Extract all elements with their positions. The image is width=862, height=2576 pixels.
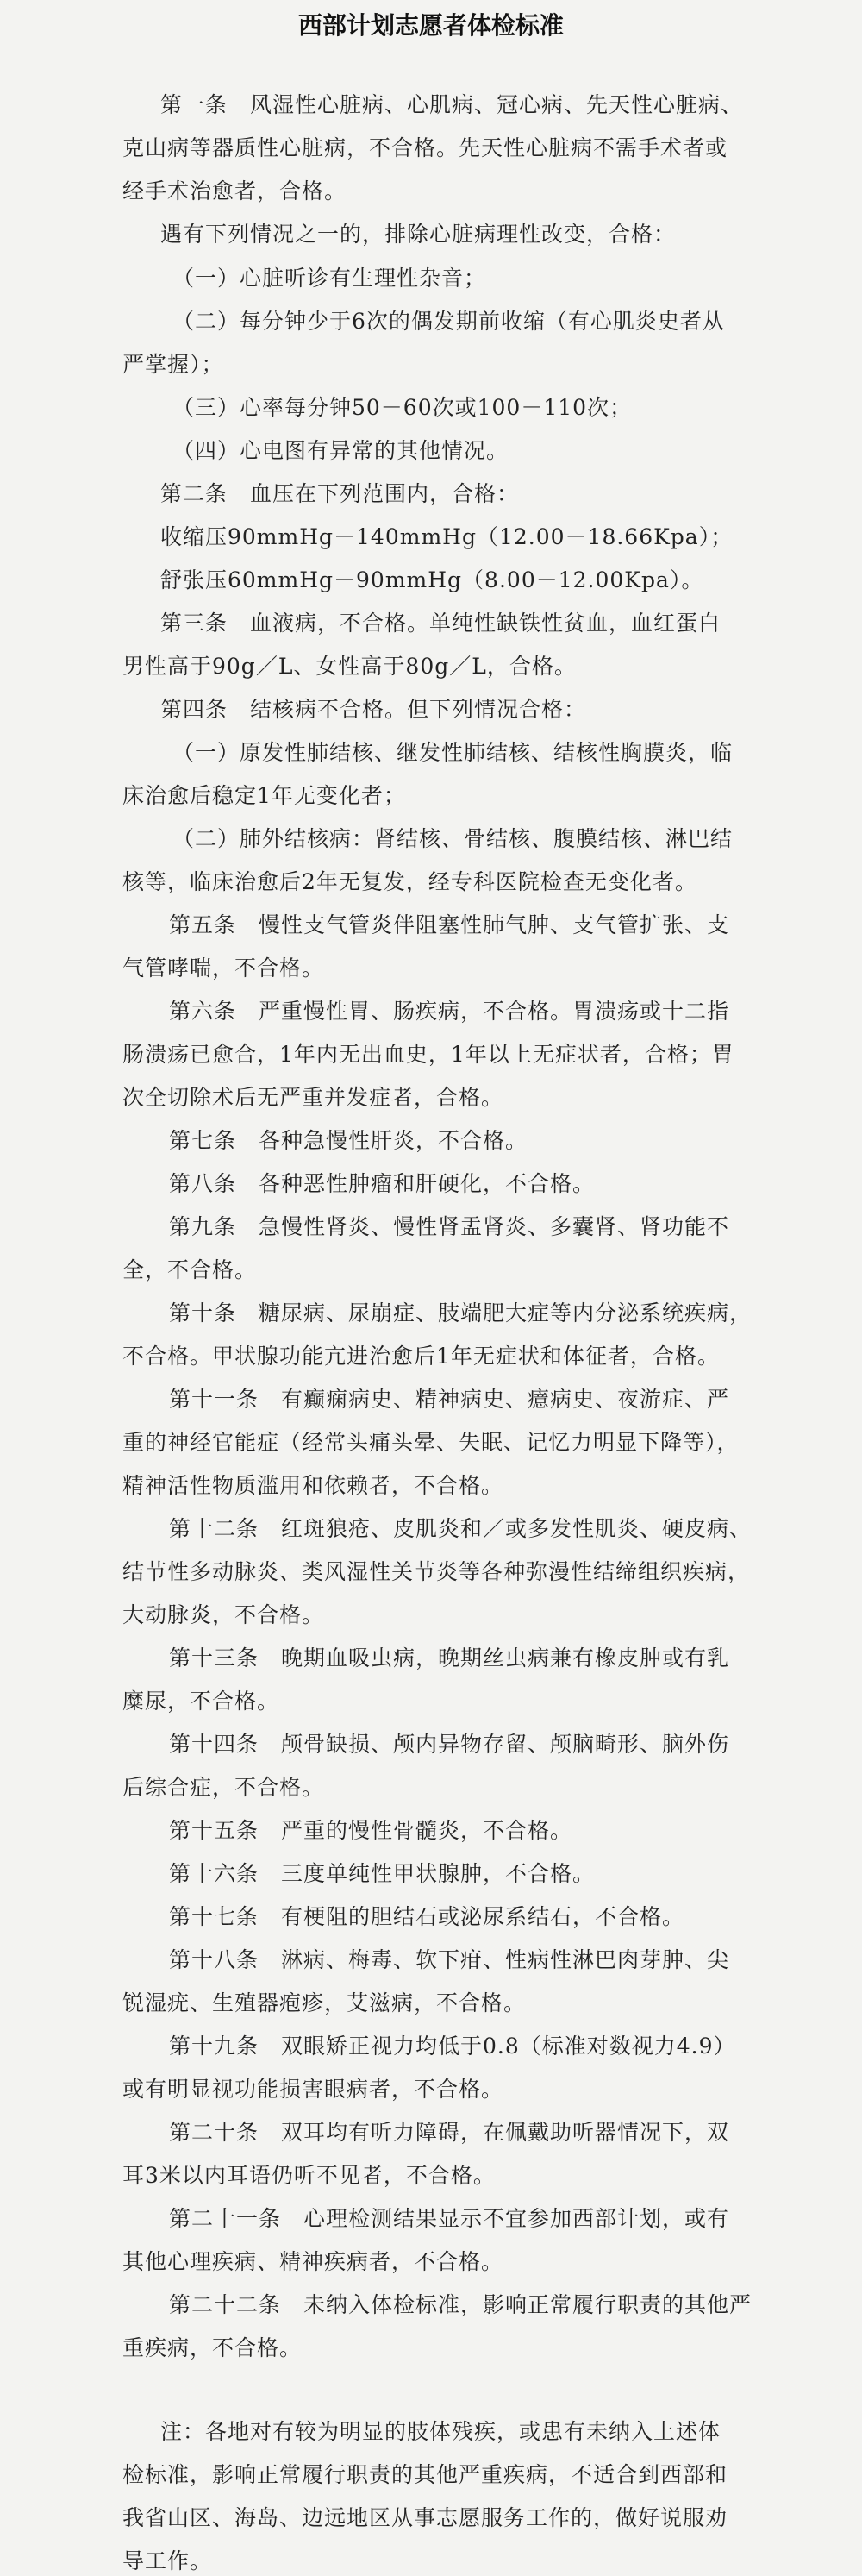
text-line: 第五条 慢性支气管炎伴阻塞性肺气肿、支气管扩张、支 bbox=[169, 912, 730, 937]
text-line: 第二条 血压在下列范围内，合格： bbox=[160, 481, 520, 506]
text-line: 克山病等器质性心脏病，不合格。先天性心脏病不需手术者或 bbox=[122, 135, 728, 160]
text-line: 肠溃疡已愈合，1年内无出血史，1年以上无症状者，合格；胃 bbox=[122, 1042, 734, 1067]
text-line: 第十条 糖尿病、尿崩症、肢端肥大症等内分泌系统疾病， bbox=[169, 1301, 753, 1326]
text-line: 注：各地对有较为明显的肢体残疾，或患有未纳入上述体 bbox=[160, 2419, 721, 2444]
text-line: 第二十一条 心理检测结果显示不宜参加西部计划，或有 bbox=[169, 2206, 730, 2231]
text-line: 次全切除术后无严重并发症者，合格。 bbox=[122, 1085, 504, 1110]
text-line: 第四条 结核病不合格。但下列情况合格： bbox=[160, 697, 587, 722]
text-line: 第十六条 三度单纯性甲状腺肿，不合格。 bbox=[169, 1861, 596, 1886]
text-line: 收缩压90mmHg－140mmHg（12.00－18.66Kpa）； bbox=[160, 524, 734, 549]
text-line: 第六条 严重慢性胃、肠疾病，不合格。胃溃疡或十二指 bbox=[169, 999, 730, 1024]
text-line: 其他心理疾病、精神疾病者，不合格。 bbox=[122, 2249, 504, 2274]
text-line: 床治愈后稳定1年无变化者； bbox=[122, 783, 406, 808]
text-line: 重的神经官能症（经常头痛头晕、失眠、记忆力明显下降等）， bbox=[122, 1430, 740, 1455]
text-line: 第八条 各种恶性肿瘤和肝硬化，不合格。 bbox=[169, 1171, 596, 1196]
text-line: 我省山区、海岛、边远地区从事志愿服务工作的，做好说服劝 bbox=[122, 2505, 728, 2530]
text-line: 第十九条 双眼矫正视力均低于0.8（标准对数视力4.9） bbox=[169, 2034, 736, 2059]
text-line: 经手术治愈者，合格。 bbox=[122, 179, 347, 204]
text-line: 第十五条 严重的慢性骨髓炎，不合格。 bbox=[169, 1818, 573, 1843]
text-line: 第十四条 颅骨缺损、颅内异物存留、颅脑畸形、脑外伤 bbox=[169, 1732, 730, 1757]
text-line: 导工作。 bbox=[122, 2548, 213, 2573]
text-line: （二）肺外结核病：肾结核、骨结核、腹膜结核、淋巴结 bbox=[172, 826, 734, 851]
text-line: 重疾病，不合格。 bbox=[122, 2335, 303, 2360]
text-line: 男性高于90g／L、女性高于80g／L，合格。 bbox=[122, 654, 577, 679]
text-line: 第二十条 双耳均有听力障碍，在佩戴助听器情况下，双 bbox=[169, 2120, 730, 2145]
text-line: 锐湿疣、生殖器疱疹，艾滋病，不合格。 bbox=[122, 1990, 527, 2015]
text-line: 遇有下列情况之一的，排除心脏病理性改变，合格： bbox=[160, 222, 677, 247]
text-line: 第十八条 淋病、梅毒、软下疳、性病性淋巴肉芽肿、尖 bbox=[169, 1947, 730, 1972]
text-line: 第十二条 红斑狼疮、皮肌炎和／或多发性肌炎、硬皮病、 bbox=[169, 1516, 753, 1541]
text-line: 不合格。甲状腺功能亢进治愈后1年无症状和体征者，合格。 bbox=[122, 1344, 720, 1369]
text-line: 气管哮喘，不合格。 bbox=[122, 956, 325, 981]
text-line: （三）心率每分钟50－60次或100－110次； bbox=[172, 395, 633, 420]
text-line: 第十三条 晚期血吸虫病，晚期丝虫病兼有橡皮肿或有乳 bbox=[169, 1645, 730, 1670]
text-line: 严掌握）； bbox=[122, 352, 224, 377]
text-line: 精神活性物质滥用和依赖者，不合格。 bbox=[122, 1473, 504, 1498]
text-line: （四）心电图有异常的其他情况。 bbox=[172, 438, 509, 463]
text-line: （一）心脏听诊有生理性杂音； bbox=[172, 266, 487, 291]
text-line: 第三条 血液病，不合格。单纯性缺铁性贫血，血红蛋白 bbox=[160, 611, 721, 636]
text-line: 大动脉炎，不合格。 bbox=[122, 1602, 325, 1627]
text-line: 核等，临床治愈后2年无复发，经专科医院检查无变化者。 bbox=[122, 869, 697, 894]
text-line: 第一条 风湿性心脏病、心肌病、冠心病、先天性心脏病、 bbox=[160, 92, 744, 117]
text-line: 第十一条 有癫痫病史、精神病史、癔病史、夜游症、严 bbox=[169, 1387, 730, 1412]
text-line: 第九条 急慢性肾炎、慢性肾盂肾炎、多囊肾、肾功能不 bbox=[169, 1214, 730, 1239]
text-line: 耳3米以内耳语仍听不见者，不合格。 bbox=[122, 2163, 496, 2188]
text-line: 结节性多动脉炎、类风湿性关节炎等各种弥漫性结缔组织疾病， bbox=[122, 1559, 751, 1584]
text-line: （一）原发性肺结核、继发性肺结核、结核性胸膜炎，临 bbox=[172, 740, 734, 765]
document-title: 西部计划志愿者体检标准 bbox=[297, 11, 564, 40]
text-line: 检标准，影响正常履行职责的其他严重疾病，不适合到西部和 bbox=[122, 2462, 728, 2487]
text-line: 第二十二条 未纳入体检标准，影响正常履行职责的其他严 bbox=[169, 2292, 753, 2317]
text-line: 第七条 各种急慢性肝炎，不合格。 bbox=[169, 1128, 528, 1153]
text-line: 糜尿，不合格。 bbox=[122, 1689, 280, 1714]
text-line: 舒张压60mmHg－90mmHg（8.00－12.00Kpa）。 bbox=[160, 567, 704, 592]
text-line: 后综合症，不合格。 bbox=[122, 1775, 325, 1800]
text-line: 或有明显视功能损害眼病者，不合格。 bbox=[122, 2077, 504, 2102]
text-line: （二）每分钟少于6次的偶发期前收缩（有心肌炎史者从 bbox=[172, 309, 725, 334]
text-line: 全，不合格。 bbox=[122, 1257, 258, 1282]
text-line: 第十七条 有梗阻的胆结石或泌尿系结石，不合格。 bbox=[169, 1904, 685, 1929]
